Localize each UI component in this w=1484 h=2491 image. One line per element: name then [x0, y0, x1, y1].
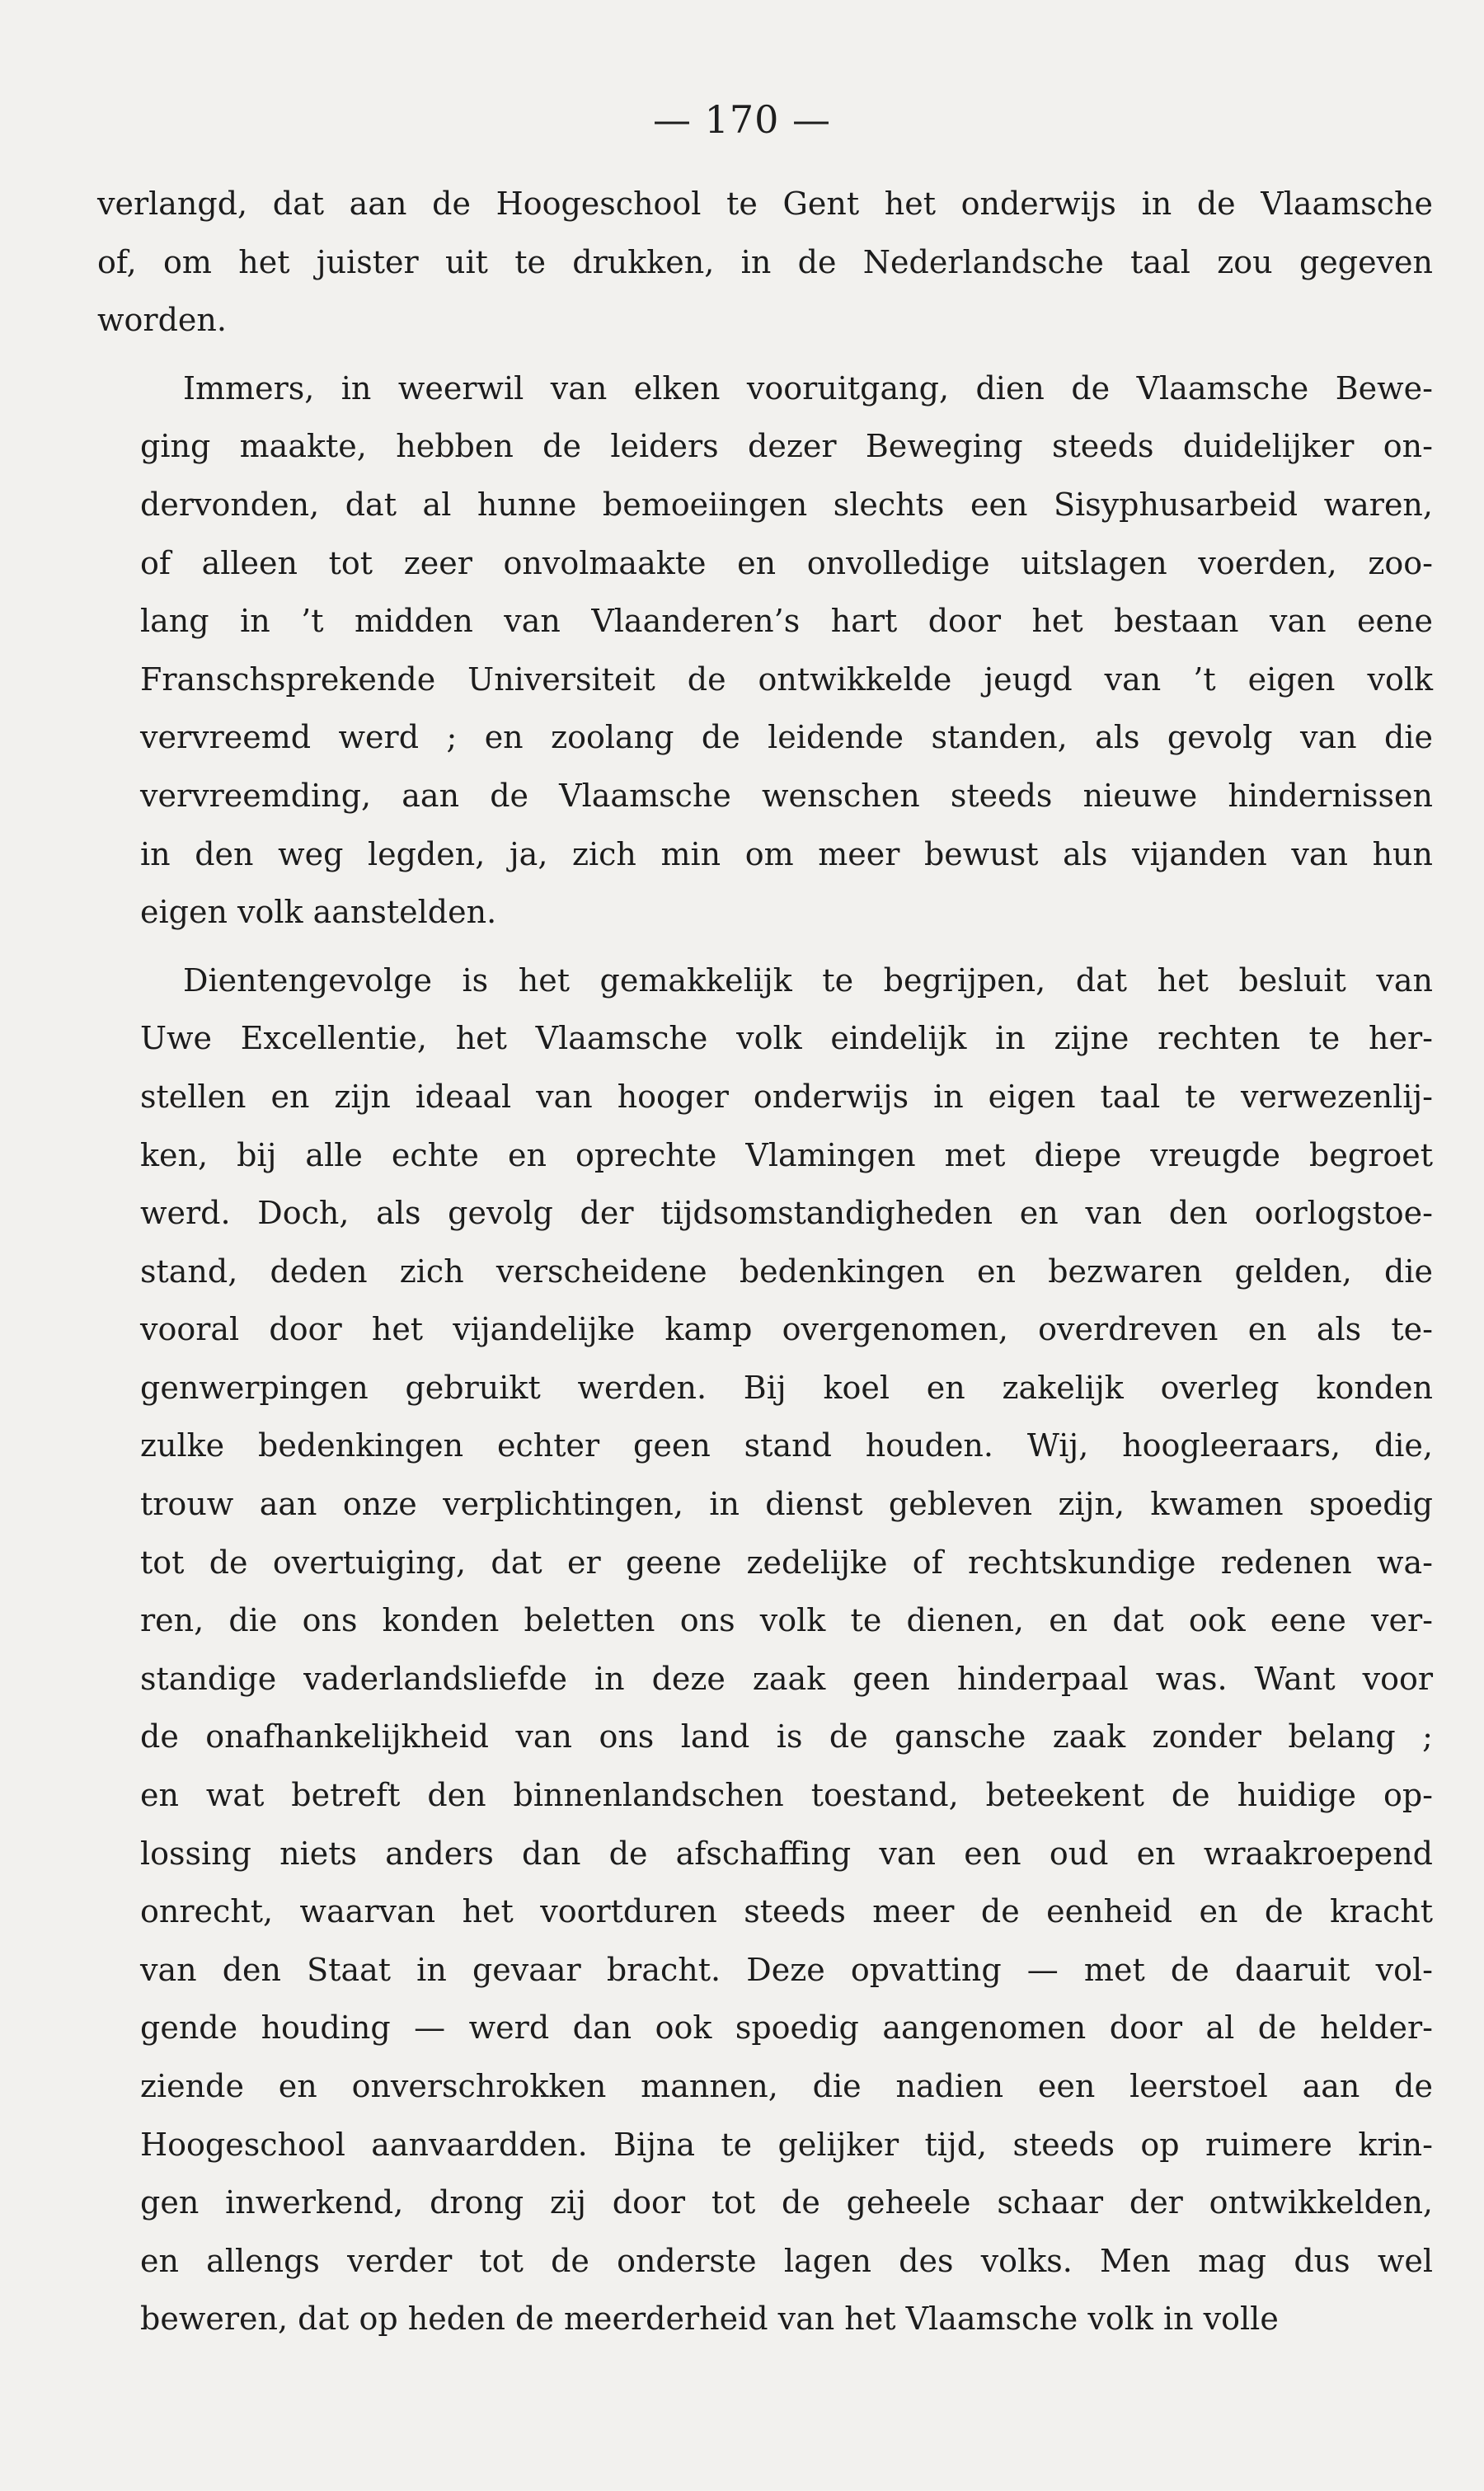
text-line: zulke bedenkingen echter geen stand houden. Wij, hoogleeraars, die,	[140, 1427, 1433, 1464]
text-line: en allengs verder tot de onderste lagen des volks. Men mag dus wel	[140, 2242, 1433, 2279]
text-line: of, om het juister uit te drukken, in de Nederlandsche taal zou gegeven	[97, 243, 1433, 280]
text-line: in den weg legden, ja, zich min om meer bewust als vijanden van hun	[140, 835, 1433, 872]
text-line: worden.	[97, 302, 227, 339]
text-line: trouw aan onze verplichtingen, in dienst gebleven zijn, kwamen spoedig	[140, 1486, 1433, 1523]
paragraph-gap	[97, 350, 1433, 360]
text-line: of alleen tot zeer onvolmaakte en onvolledige uitslagen voerden, zoo-	[140, 544, 1433, 581]
text-line: ren, die ons konden beletten ons volk te dienen, en dat ook eene ver-	[140, 1602, 1433, 1639]
paragraph	[97, 360, 1433, 942]
text-line: ging maakte, hebben de leiders dezer Beweging steeds duidelijker on-	[140, 428, 1433, 465]
text-line: de onafhankelijkheid van ons land is de gansche zaak zonder belang ;	[140, 1718, 1433, 1755]
text-line: werd. Doch, als gevolg der tijdsomstandigheden en van den oorlogstoe-	[140, 1195, 1433, 1232]
paragraph	[97, 952, 1433, 2348]
text-line: tot de overtuiging, dat er geene zedelijke of rechtskundige redenen wa-	[140, 1544, 1433, 1581]
text-line: Immers, in weerwil van elken vooruitgang, dien de Vlaamsche Bewe-	[183, 369, 1433, 407]
text-line: standige vaderlandsliefde in deze zaak geen hinderpaal was. Want voor	[140, 1660, 1433, 1697]
text-line: onrecht, waarvan het voortduren steeds meer de eenheid en de kracht	[140, 1893, 1433, 1930]
page-number: — 170 —	[652, 97, 832, 142]
text-line: Uwe Excellentie, het Vlaamsche volk eindelijk in zijne rechten te her-	[140, 1020, 1433, 1057]
text-line: lossing niets anders dan de afschaffing van een oud en wraakroepend	[140, 1835, 1433, 1872]
text-line: ken, bij alle echte en oprechte Vlamingen met diepe vreugde begroet	[140, 1136, 1433, 1173]
text-line: eigen volk aanstelden.	[140, 894, 497, 931]
text-line: van den Staat in gevaar bracht. Deze opvatting — met de daaruit vol-	[140, 1951, 1433, 1988]
text-line: Franschsprekende Universiteit de ontwikkelde jeugd van ’t eigen volk	[140, 660, 1433, 698]
text-line: gen inwerkend, drong zij door tot de geheele schaar der ontwikkelden,	[140, 2184, 1433, 2221]
text-line: Dientengevolge is het gemakkelijk te begrijpen, dat het besluit van	[183, 961, 1433, 999]
text-line: lang in ’t midden van Vlaanderen’s hart door het bestaan van eene	[140, 603, 1433, 640]
text-line: genwerpingen gebruikt werden. Bij koel en zakelijk overleg konden	[140, 1369, 1433, 1406]
text-line: ziende en onverschrokken mannen, die nadien een leerstoel aan de	[140, 2068, 1433, 2104]
paragraph-gap	[97, 942, 1433, 952]
text-line: stellen en zijn ideaal van hooger onderwijs in eigen taal te verwezenlij-	[140, 1078, 1433, 1115]
body-text	[97, 175, 1433, 2348]
text-line: vooral door het vijandelijke kamp overgenomen, overdreven en als te-	[140, 1311, 1433, 1348]
text-line: gende houding — werd dan ook spoedig aangenomen door al de helder-	[140, 2009, 1433, 2047]
text-line: vervreemd werd ; en zoolang de leidende standen, als gevolg van die	[140, 719, 1433, 756]
text-line: dervonden, dat al hunne bemoeiingen slechts een Sisyphusarbeid waren,	[140, 486, 1433, 523]
text-line: verlangd, dat aan de Hoogeschool te Gent het onderwijs in de Vlaamsche	[97, 186, 1433, 222]
text-line: stand, deden zich verscheidene bedenkingen en bezwaren gelden, die	[140, 1253, 1433, 1290]
text-line: vervreemding, aan de Vlaamsche wenschen steeds nieuwe hindernissen	[140, 777, 1433, 814]
text-line: Hoogeschool aanvaardden. Bijna te gelijker tijd, steeds op ruimere krin-	[140, 2126, 1433, 2163]
text-line: en wat betreft den binnenlandschen toestand, beteekent de huidige op-	[140, 1777, 1433, 1814]
text-line: beweren, dat op heden de meerderheid van het Vlaamsche volk in volle	[140, 2301, 1279, 2338]
paragraph	[97, 175, 1433, 350]
